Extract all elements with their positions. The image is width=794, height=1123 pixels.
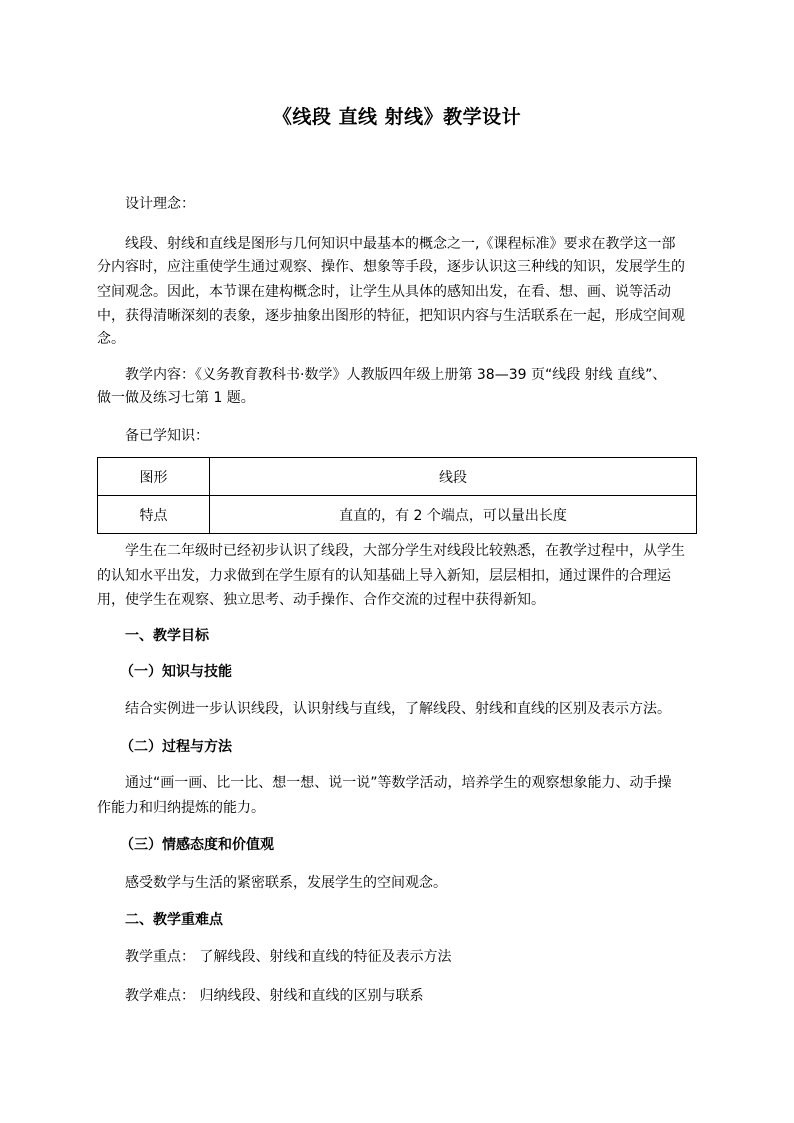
content-line-1: 教学内容：《义务教育教科书·数学》人教版四年级上册第 38—39 页“线段 射线 直线”、: [125, 367, 667, 383]
design-idea-line-5: 念。: [97, 331, 125, 347]
objectives-heading: 一、教学目标: [125, 628, 209, 644]
design-idea-heading: 设计理念：: [125, 196, 195, 212]
objective-sub2-line-2: 作能力和归纳提炼的能力。: [97, 800, 265, 816]
key-points-heading: 二、教学重难点: [125, 912, 223, 928]
design-idea-line-3: 空间观念。因此，本节课在建构概念时，让学生从具体的感知出发，在看、想、画、说等活动: [97, 284, 671, 300]
difficult-point-text: 教学难点： 归纳线段、射线和直线的区别与联系: [125, 988, 424, 1004]
table-header-cell: 图形: [98, 458, 210, 496]
document-title: 《线段 直线 射线》教学设计: [272, 106, 522, 128]
prior-knowledge-table: [97, 457, 697, 534]
objective-sub1-text: 结合实例进一步认识线段，认识射线与直线，了解线段、射线和直线的区别及表示方法。: [125, 701, 671, 717]
table-row: [98, 496, 697, 534]
prior-knowledge-heading: 备已学知识：: [125, 428, 209, 444]
table-cell: 特点: [98, 496, 210, 534]
design-idea-line-1: 线段、射线和直线是图形与几何知识中最基本的概念之一,《课程标准》要求在教学这一部: [125, 236, 676, 252]
table-row: [98, 458, 697, 496]
objective-sub3-text: 感受数学与生活的紧密联系，发展学生的空间观念。: [125, 875, 447, 891]
design-idea-line-4: 中，获得清晰深刻的表象，逐步抽象出图形的特征，把知识内容与生活联系在一起，形成空间观: [97, 308, 685, 324]
analysis-line-2: 的认知水平出发，力求做到在学生原有的认知基础上导入新知，层层相扣，通过课件的合理运: [97, 568, 671, 584]
design-idea-line-2: 分内容时，应注重使学生通过观察、操作、想象等手段，逐步认识这三种线的知识，发展学生的: [97, 259, 685, 275]
table-header-cell: 线段: [210, 458, 697, 496]
objective-sub3-heading: （三）情感态度和价值观: [120, 837, 274, 853]
objective-sub2-heading: （二）过程与方法: [120, 739, 232, 755]
analysis-line-1: 学生在二年级时已经初步认识了线段，大部分学生对线段比较熟悉，在教学过程中，从学生: [125, 543, 685, 559]
table-cell: 直直的，有 2 个端点，可以量出长度: [210, 496, 697, 534]
key-point-text: 教学重点： 了解线段、射线和直线的特征及表示方法: [125, 949, 452, 965]
objective-sub2-line-1: 通过“画一画、比一比、想一想、说一说”等数学活动，培养学生的观察想象能力、动手操: [125, 775, 672, 791]
content-line-2: 做一做及练习七第 1 题。: [97, 390, 255, 406]
analysis-line-3: 用，使学生在观察、独立思考、动手操作、合作交流的过程中获得新知。: [97, 592, 545, 608]
objective-sub1-heading: （一）知识与技能: [120, 664, 232, 680]
